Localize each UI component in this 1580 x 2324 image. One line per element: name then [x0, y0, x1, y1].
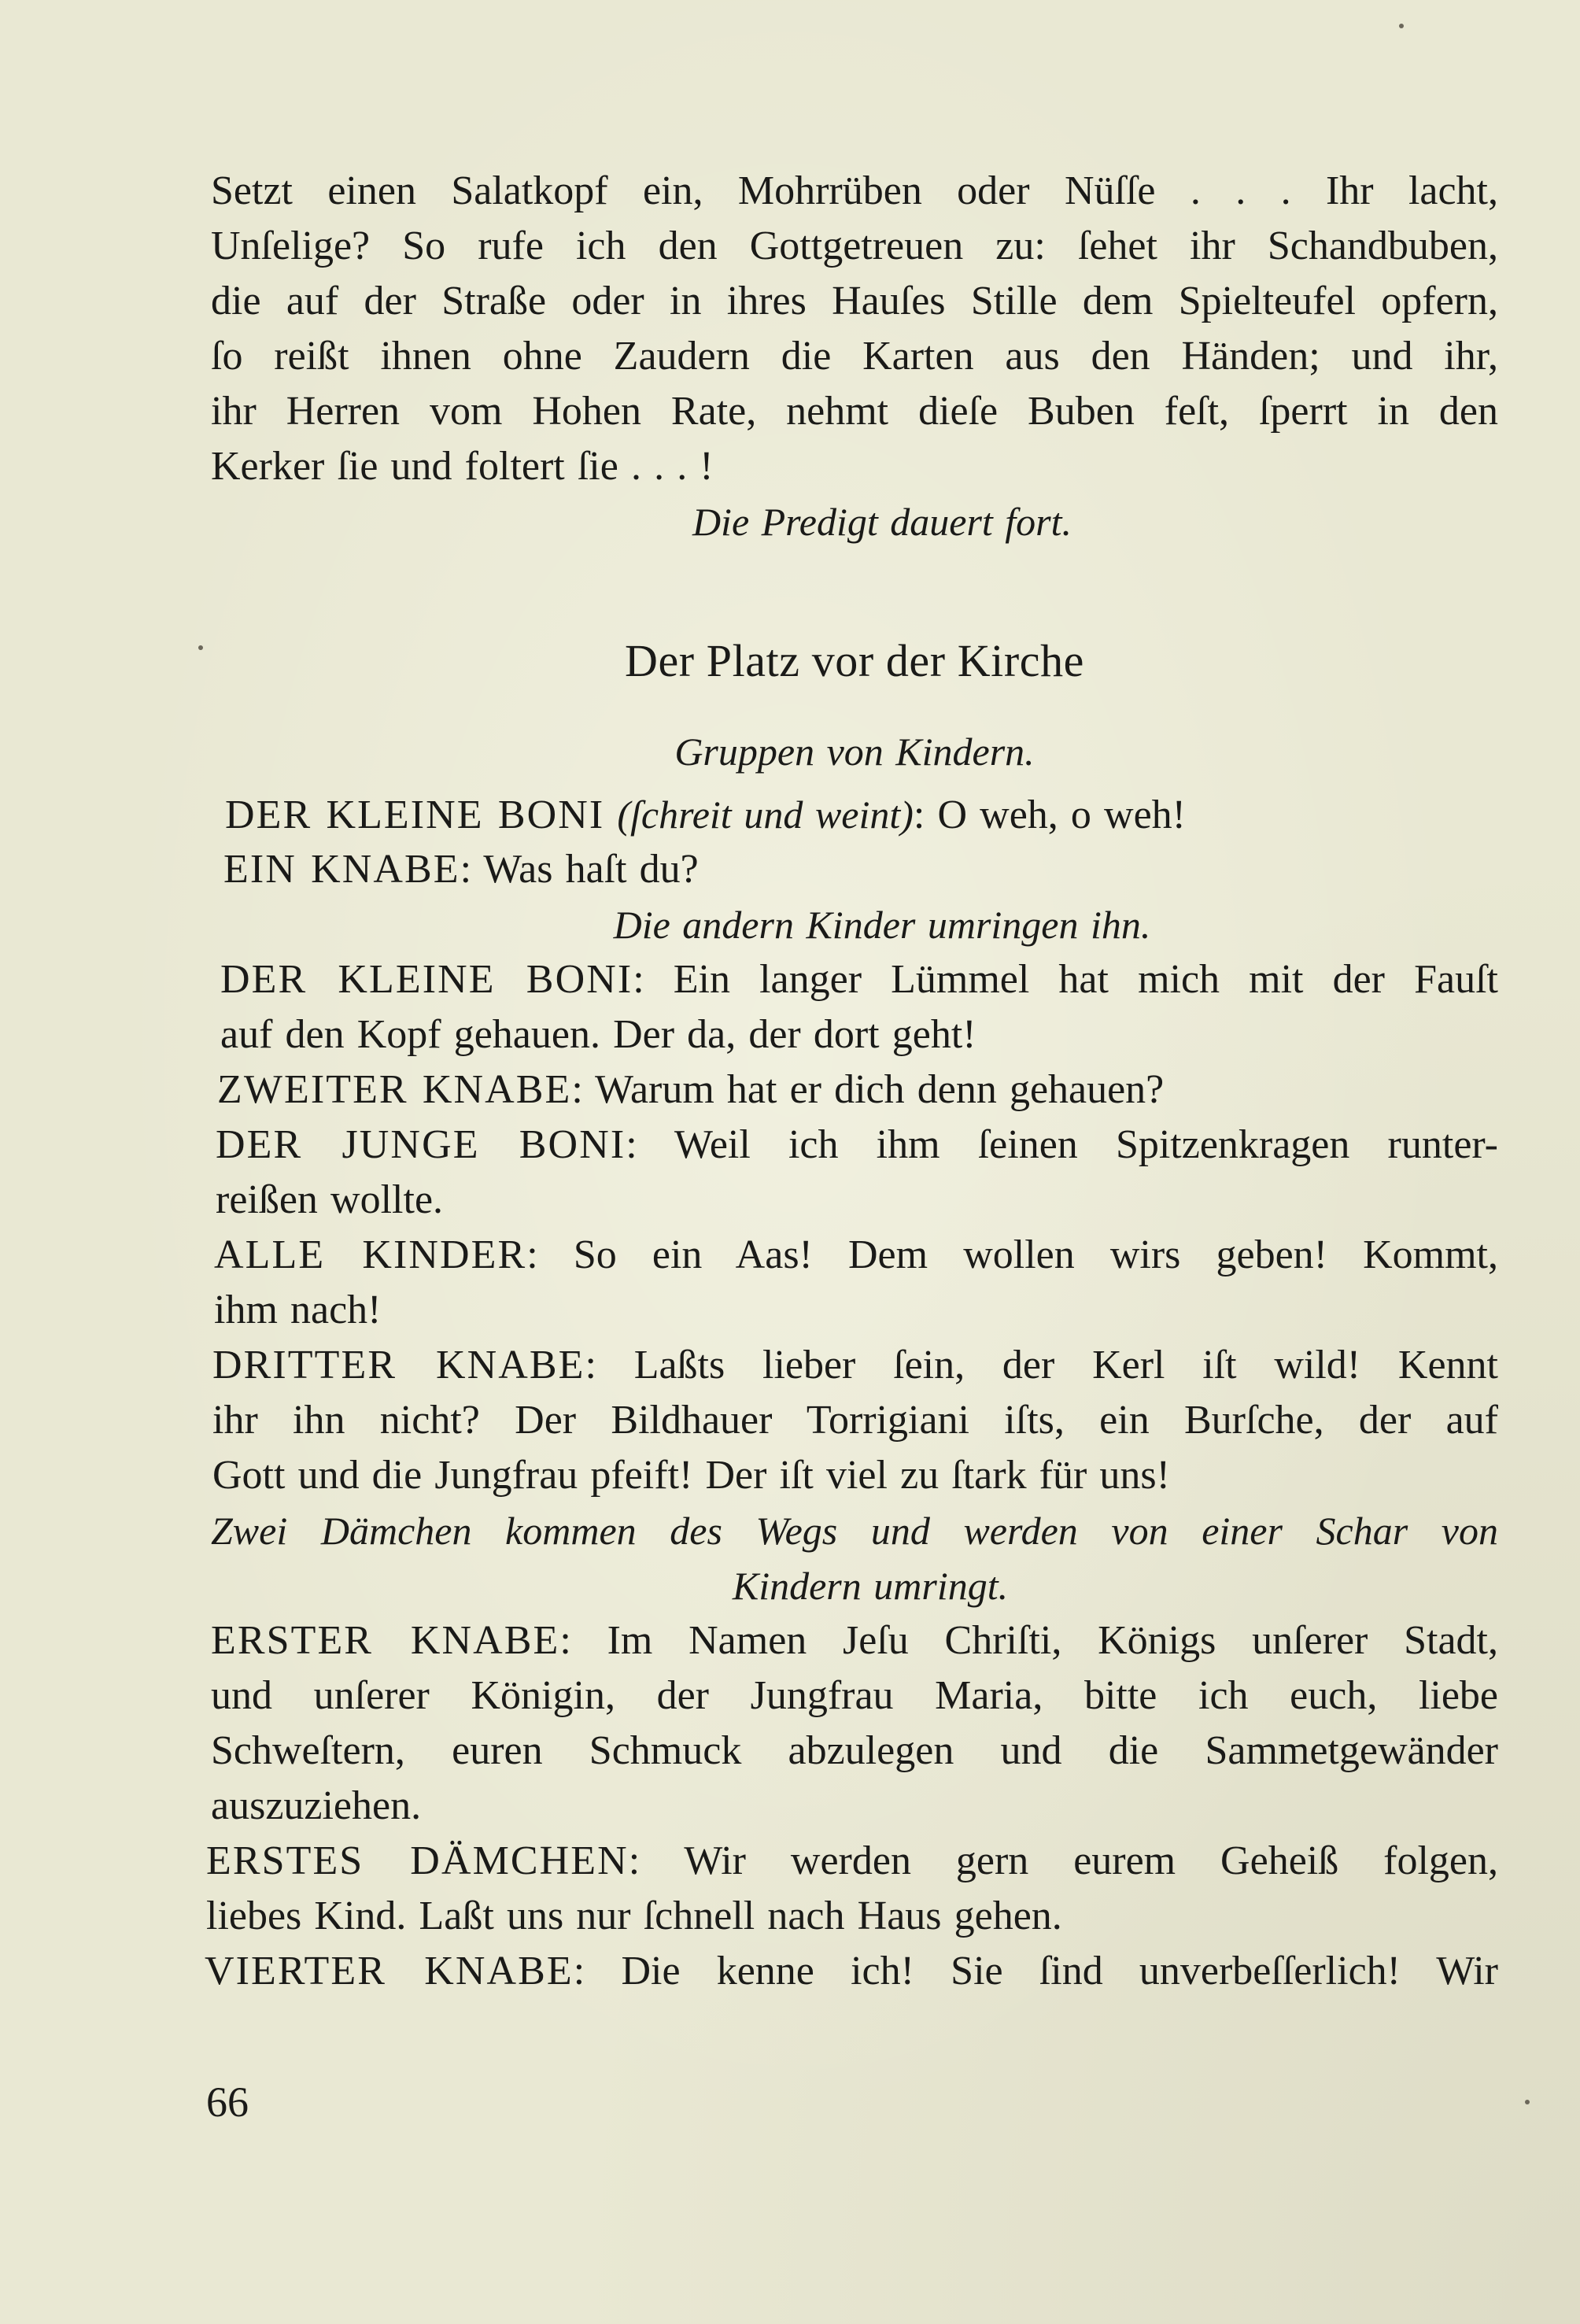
speech-continuation: Gott und die Jungfrau pfeift! Der iſt viel zu ſtark für uns! [212, 1453, 1170, 1498]
dialogue-line [211, 1613, 1498, 1668]
speaker-colon: : [573, 1949, 622, 1993]
dialogue-line [211, 952, 1498, 1007]
prose-line: Kerker ſie und foltert ſie . . . ! [211, 444, 714, 489]
speech-continuation: ihr ihn nicht? Der Bildhauer Torrigiani iſts, ein Burſche, der auf [212, 1398, 1498, 1443]
speaker-colon: : [628, 1838, 685, 1883]
speech-continuation: Schweſtern, euren Schmuck abzulegen und die Sammetgewänder [211, 1728, 1498, 1773]
speaker-colon: : [460, 847, 484, 892]
stage-direction: Zwei Dämchen kommen des Wegs und werden von einer Schar von [211, 1509, 1498, 1553]
speech-text: Im Namen Jeſu Chriſti, Königs unſerer Stadt, [607, 1618, 1498, 1663]
text-column [205, 164, 1499, 1999]
dialogue-line [211, 842, 1498, 897]
dialogue-line [211, 787, 1498, 842]
dialogue-line [211, 1118, 1498, 1173]
prose-line: Unſelige? So rufe ich den Gottgetreuen zu: ſehet ihr Schandbuben, [211, 224, 1498, 268]
prose-line: ihr Herren vom Hohen Rate, nehmt dieſe Buben feſt, ſperrt in den [211, 389, 1498, 434]
scene-heading: Der Platz vor der Kirche [624, 635, 1084, 686]
speaker-colon: : [585, 1343, 634, 1387]
prose-line: ſo reißt ihnen ohne Zaudern die Karten aus den Händen; und ihr, [211, 334, 1498, 379]
speaker-name: ERSTES DÄMCHEN [206, 1838, 629, 1883]
speech-text: So ein Aas! Dem wollen wirs geben! Kommt, [573, 1232, 1499, 1277]
speaker-colon: : [559, 1618, 607, 1663]
prose-line: die auf der Straße oder in ihres Hauſes Stille dem Spielteufel opfern, [211, 279, 1498, 323]
speaker-name: ZWEITER KNABE [217, 1067, 572, 1112]
prose-line: Setzt einen Salatkopf ein, Mohrrüben oder Nüſſe . . . Ihr lacht, [211, 168, 1498, 213]
speaker-name: DER KLEINE BONI [225, 793, 605, 837]
stage-direction: Kindern umringt. [732, 1564, 1009, 1608]
dialogue-line [211, 1228, 1498, 1283]
speaker-name: DER KLEINE BONI [220, 957, 633, 1002]
speech-text: Ein langer Lümmel hat mich mit der Fauſt [673, 957, 1498, 1002]
speaker-colon: : [526, 1232, 574, 1277]
speech-continuation: auf den Kopf gehauen. Der da, der dort geht! [220, 1012, 976, 1057]
speech-text: O weh, o weh! [937, 793, 1186, 837]
speaker-colon: : [913, 793, 938, 837]
stage-direction: Die andern Kinder umringen ihn. [613, 903, 1151, 947]
speaker-name: ALLE KINDER [214, 1232, 527, 1277]
stage-direction: Gruppen von Kindern. [674, 730, 1035, 774]
speaker-name: VIERTER KNABE [205, 1949, 574, 1993]
dialogue-line [211, 1338, 1498, 1393]
speech-text: Wir werden gern eurem Geheiß folgen, [684, 1838, 1498, 1883]
speaker-name: DRITTER KNABE [212, 1343, 585, 1387]
speech-continuation: ihm nach! [214, 1288, 382, 1332]
speech-continuation: und unſerer Königin, der Jungfrau Maria, bitte ich euch, liebe [211, 1673, 1498, 1718]
speech-text: Laßts lieber ſein, der Kerl iſt wild! Kennt [633, 1343, 1498, 1387]
speaker-name: EIN KNABE [223, 847, 460, 892]
speaker-name: ERSTER KNABE [211, 1618, 560, 1663]
speech-continuation: reißen wollte. [216, 1177, 444, 1222]
dialogue-line [205, 1944, 1498, 1999]
speech-text: Was haſt du? [483, 847, 699, 892]
speaker-colon: : [571, 1067, 596, 1112]
speech-text: Die kenne ich! Sie ſind unverbeſſerlich! Wir [621, 1949, 1499, 1993]
speaker-colon: : [626, 1122, 674, 1167]
page-number: 66 [206, 2078, 249, 2126]
dialogue-line [211, 1062, 1498, 1118]
speech-continuation: auszuziehen. [211, 1783, 422, 1828]
stage-direction: Die Predigt dauert fort. [692, 500, 1072, 544]
paper-speck [1399, 24, 1404, 28]
dialogue-line [206, 1834, 1498, 1889]
paper-speck [1525, 2100, 1530, 2104]
aside-direction: (ſchreit und weint) [617, 793, 914, 837]
speech-text: Warum hat er dich denn gehauen? [595, 1067, 1165, 1112]
paper-speck [198, 645, 203, 650]
speaker-colon: : [633, 957, 674, 1002]
speech-text: Weil ich ihm ſeinen Spitzenkragen runter- [674, 1122, 1498, 1167]
speech-continuation: liebes Kind. Laßt uns nur ſchnell nach Haus gehen. [206, 1894, 1062, 1938]
speaker-name: DER JUNGE BONI [216, 1122, 626, 1167]
